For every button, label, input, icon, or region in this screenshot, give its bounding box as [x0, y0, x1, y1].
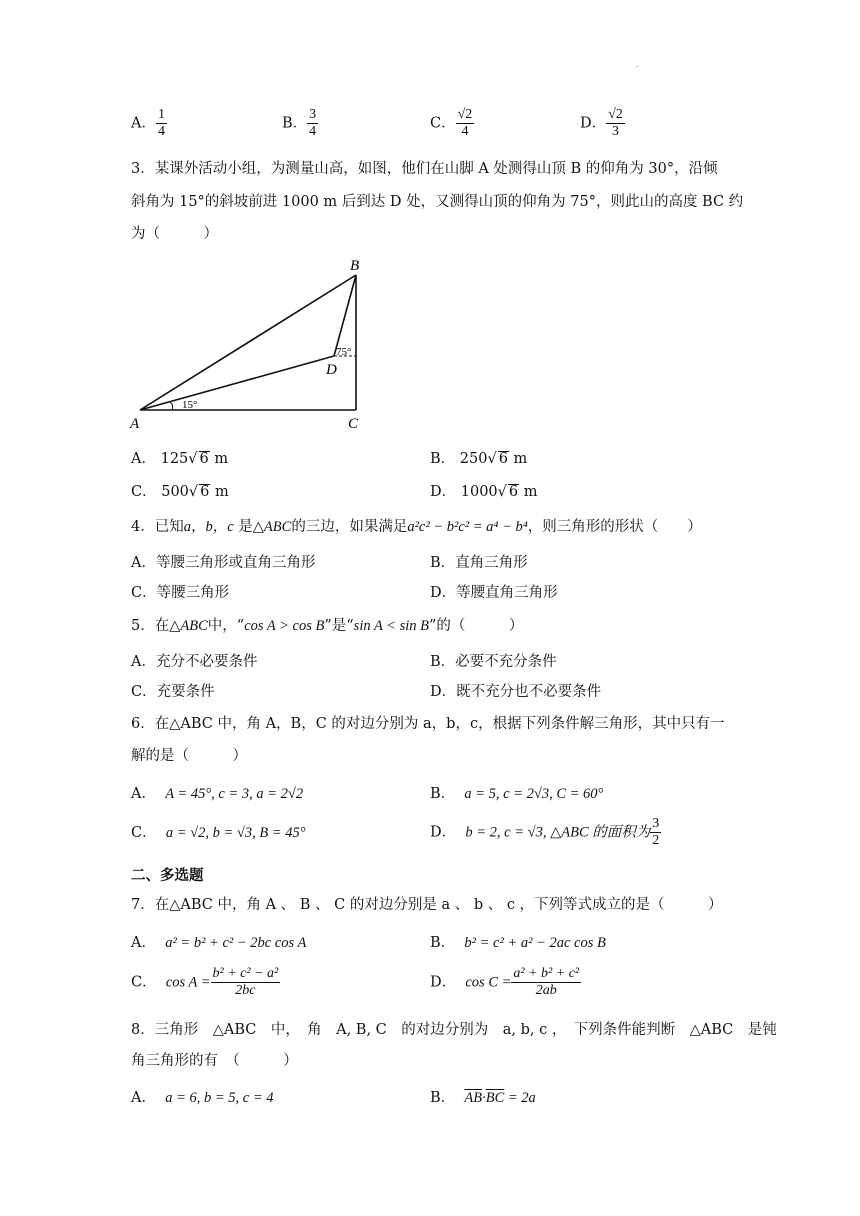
fraction: $\frac{\text{a² + b² + c²}}{2ab}$	[513, 966, 580, 998]
label-c: C	[348, 416, 359, 432]
q6-option-a[interactable]: A． A = 45°, c = 3, a = 2√2	[131, 786, 304, 802]
fraction: $\frac{3}{2}$	[652, 816, 660, 848]
fraction: $\frac{3}{4}$	[309, 107, 317, 139]
q7-option-a[interactable]: A． a² = b² + c² − 2bc cos A	[131, 935, 307, 951]
q8-line2: 角三角形的有 （ ）	[131, 1053, 298, 1069]
q6-option-b[interactable]: B． a = 5, c = 2√3, C = 60°	[430, 786, 604, 802]
q7-line1: 7．在△ABC 中，角 A 、 B 、 C 的对边分别是 a 、 b 、 c ，下列等式成立的是（ ）	[131, 897, 723, 913]
radical-sign: √	[487, 451, 497, 467]
q3-option-d[interactable]: D． 1000√ 6 m	[430, 484, 538, 500]
q5-option-b[interactable]: B．必要不充分条件	[430, 654, 557, 670]
fraction: $\frac{\text{b² + c² − a²}}{2bc}$	[212, 966, 279, 998]
mountain-figure	[126, 250, 376, 440]
q5-stem: 5．在△ABC中，“cos A > cos B”是“sin A < sin B”的（ ）	[131, 618, 524, 634]
angle-label-d: 75°	[336, 346, 352, 358]
q8-option-b[interactable]: B． $\overline{AB}\cdot\overline{BC} = 2a$	[430, 1090, 536, 1106]
line-ab	[140, 275, 356, 410]
q5-option-a[interactable]: A．充分不必要条件	[131, 654, 258, 670]
q2-option-d[interactable]: D． $\frac{√2}{3}$	[580, 107, 623, 139]
q3-line3: 为（ ）	[131, 226, 218, 242]
q4-option-d[interactable]: D．等腰直角三角形	[430, 585, 558, 601]
q8-option-a[interactable]: A． a = 6, b = 5, c = 4	[131, 1090, 274, 1106]
page-mark: .	[636, 60, 639, 69]
vector-bc: $\overline{BC}$	[485, 1090, 505, 1106]
radical-sign: √	[497, 484, 507, 500]
q6-option-d[interactable]: D． b = 2, c = √3, △ABC 的面积为 $\frac{3}{2}$	[430, 816, 660, 848]
q3-option-a[interactable]: A． 125√ 6 m	[131, 451, 229, 467]
section-title-multi-choice: 二、多选题	[131, 867, 204, 884]
q7-option-c[interactable]: C． cos A = $\frac{\text{b² + c² − a²}}{2bc}$	[131, 966, 279, 998]
line-ad	[140, 356, 334, 410]
angle-label-a: 15°	[182, 399, 198, 411]
q8-line1: 8．三角形 △ABC 中， 角 A, B, C 的对边分别为 a, b, c ， 下列条件能判断 △ABC 是钝	[131, 1022, 777, 1038]
q5-option-d[interactable]: D．既不充分也不必要条件	[430, 684, 602, 700]
radical-sign: √	[188, 484, 199, 500]
q3-option-c[interactable]: C． 500√ 6 m	[131, 484, 229, 500]
q4-stem: 4．已知a，b，c 是△ABC的三边，如果满足a²c² − b²c² = a⁴ − b⁴，则三角形的形状（ ）	[131, 519, 702, 535]
fraction: $\frac{√2}{4}$	[457, 107, 473, 139]
radical-sign: √	[188, 451, 198, 467]
vector-ab: $\overline{AB}$	[464, 1090, 483, 1106]
q2-option-b[interactable]: B． $\frac{3}{4}$	[282, 107, 317, 139]
q6-option-c[interactable]: C． a = √2, b = √3, B = 45°	[131, 825, 306, 841]
label-d: D	[326, 362, 337, 378]
label-b: B	[350, 258, 360, 274]
q4-option-a[interactable]: A．等腰三角形或直角三角形	[131, 555, 316, 571]
q3-line2: 斜角为 15°的斜坡前进 1000 m 后到达 D 处，又测得山顶的仰角为 75°，则此山的高度 BC 约	[131, 194, 744, 210]
label-a: A	[130, 416, 140, 432]
q4-option-c[interactable]: C．等腰三角形	[131, 585, 230, 601]
angle-arc-a	[170, 402, 173, 410]
q4-option-b[interactable]: B．直角三角形	[430, 555, 528, 571]
q5-option-c[interactable]: C．充要条件	[131, 684, 215, 700]
q6-line1: 6．在△ABC 中，角 A，B，C 的对边分别为 a，b，c，根据下列条件解三角形，其中只有一	[131, 716, 725, 732]
q6-line2: 解的是（ ）	[131, 748, 247, 764]
q2-option-c[interactable]: C． $\frac{√2}{4}$	[430, 107, 473, 139]
q3-option-b[interactable]: B． 250√ 6 m	[430, 451, 528, 467]
q2-option-a[interactable]: A． $\frac{1}{4}$	[131, 107, 165, 139]
q7-option-d[interactable]: D． cos C = $\frac{\text{a² + b² + c²}}{2ab}$	[430, 966, 580, 998]
fraction: $\frac{√2}{3}$	[608, 107, 623, 139]
q3-line1: 3．某课外活动小组，为测量山高，如图，他们在山脚 A 处测得山顶 B 的仰角为 30°，沿倾	[131, 161, 718, 177]
q7-option-b[interactable]: B． b² = c² + a² − 2ac cos B	[430, 935, 606, 951]
fraction: $\frac{1}{4}$	[157, 107, 165, 139]
